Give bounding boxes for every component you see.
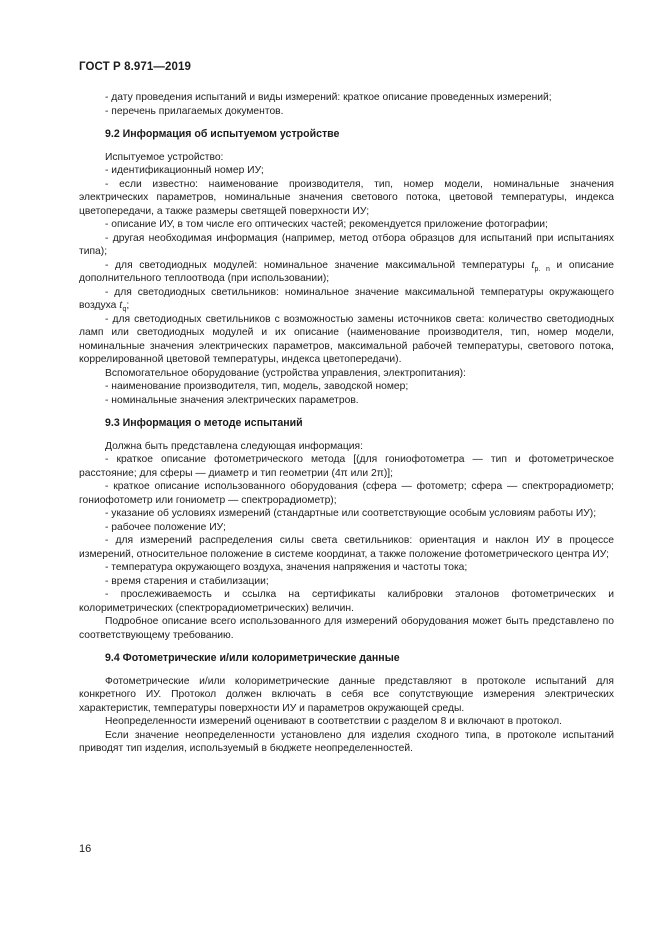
- document-body: [79, 91, 614, 756]
- list-item: - рабочее положение ИУ;: [105, 521, 226, 533]
- text-span: ;: [126, 300, 130, 311]
- standard-header: ГОСТ Р 8.971—2019: [79, 61, 191, 73]
- paragraph: Неопределенности измерений оценивают в соответствии с разделом 8 и включают в протокол.: [105, 716, 563, 727]
- list-item: - для измерений распределения силы света светильников: ориентация и наклон ИУ в процессе измерений, относительное положение в системе координат, а также положение фотометрического центра ИУ;: [79, 535, 614, 560]
- temperature-symbol: t: [531, 258, 535, 271]
- list-item: - прослеживаемость и ссылка на сертификаты калибровки эталонов фотометрических и колориметрических (спектрорадиометрических) величин.: [79, 589, 614, 614]
- paragraph-lead: Испытуемое устройство:: [105, 151, 224, 163]
- paragraph: Подробное описание всего использованного для измерений оборудования может быть представлено по соответствующему требованию.: [79, 616, 614, 641]
- list-item: - номинальные значения электрических параметров.: [105, 394, 359, 406]
- paragraph: Фотометрические и/или колориметрические данные представляют в протоколе испытаний для конкретного ИУ. Протокол должен включать в себя все сопутствующие измерения электрических характеристик, температуры поверхности ИУ и параметров окружающей среды.: [79, 675, 614, 714]
- paragraph: Если значение неопределенности установлено для изделия сходного типа, в протоколе испытаний приводят тип изделия, используемый в бюджете неопределенностей.: [79, 729, 614, 754]
- list-item: - дату проведения испытаний и виды измерений: краткое описание проведенных измерений;: [105, 92, 552, 103]
- temperature-symbol: t: [119, 299, 123, 311]
- list-item: - время старения и стабилизации;: [105, 575, 269, 587]
- list-item: - идентификационный номер ИУ;: [105, 165, 264, 176]
- text-span: - для светодиодных светильников: номинальное значение максимальной температуры окружающего воздуха: [79, 286, 614, 311]
- paragraph-lead: Должна быть представлена следующая информация:: [105, 440, 363, 452]
- list-item: - другая необходимая информация (например, метод отбора образцов для испытаний при испытаниях типа);: [79, 232, 614, 257]
- list-item: - наименование производителя, тип, модель, заводской номер;: [105, 381, 409, 392]
- symbol-subscript: q: [122, 306, 127, 313]
- list-item: - перечень прилагаемых документов.: [105, 105, 284, 117]
- list-item-led-module: [79, 259, 614, 286]
- list-item: - краткое описание использованного оборудования (сфера — фотометр; сфера — спектрорадиометр; гониофотометр или гониометр — спектрорадиометр);: [79, 481, 614, 506]
- list-item: - краткое описание фотометрического метода [(для гониофотометра — тип и фотометрическое расстояние; для сферы — диаметр и тип геометрии (4π или 2π)];: [79, 454, 614, 479]
- list-item: - описание ИУ, в том числе его оптических частей; рекомендуется приложение фотографии;: [105, 219, 548, 230]
- page-number: 16: [79, 843, 92, 855]
- text-span: и описание дополнительного теплоотвода (при использовании);: [79, 259, 614, 284]
- section-heading-9-4: 9.4 Фотометрические и/или колориметрические данные: [105, 652, 400, 664]
- section-heading-9-3: 9.3 Информация о методе испытаний: [105, 417, 303, 429]
- section-heading-9-2: 9.2 Информация об испытуемом устройстве: [105, 128, 340, 140]
- list-item: - температура окружающего воздуха, значения напряжения и частоты тока;: [105, 562, 468, 573]
- symbol-subscript: p. n: [534, 265, 550, 273]
- list-item-luminaire: [79, 286, 614, 313]
- paragraph-lead: Вспомогательное оборудование (устройства управления, электропитания):: [105, 367, 466, 379]
- list-item: - указание об условиях измерений (стандартные или соответствующие особым условиям работы ИУ);: [105, 508, 597, 519]
- text-span: - для светодиодных модулей: номинальное значение максимальной температуры: [105, 259, 532, 271]
- list-item: - если известно: наименование производителя, тип, номер модели, номинальные значения электрических параметров, номинальные значения светового потока, цветовой температуры, индекса цветопередачи, а также размеры светящей поверхности ИУ;: [79, 178, 614, 217]
- list-item: - для светодиодных светильников с возможностью замены источников света: количество светодиодных ламп или светодиодных модулей и их описание (наименование производителя, тип, номер модели, номинальные значения электрических параметров, максимальной рабочей температуры, светового потока, коррелированной цветовой температуры, индекса цветопередачи).: [79, 313, 614, 365]
